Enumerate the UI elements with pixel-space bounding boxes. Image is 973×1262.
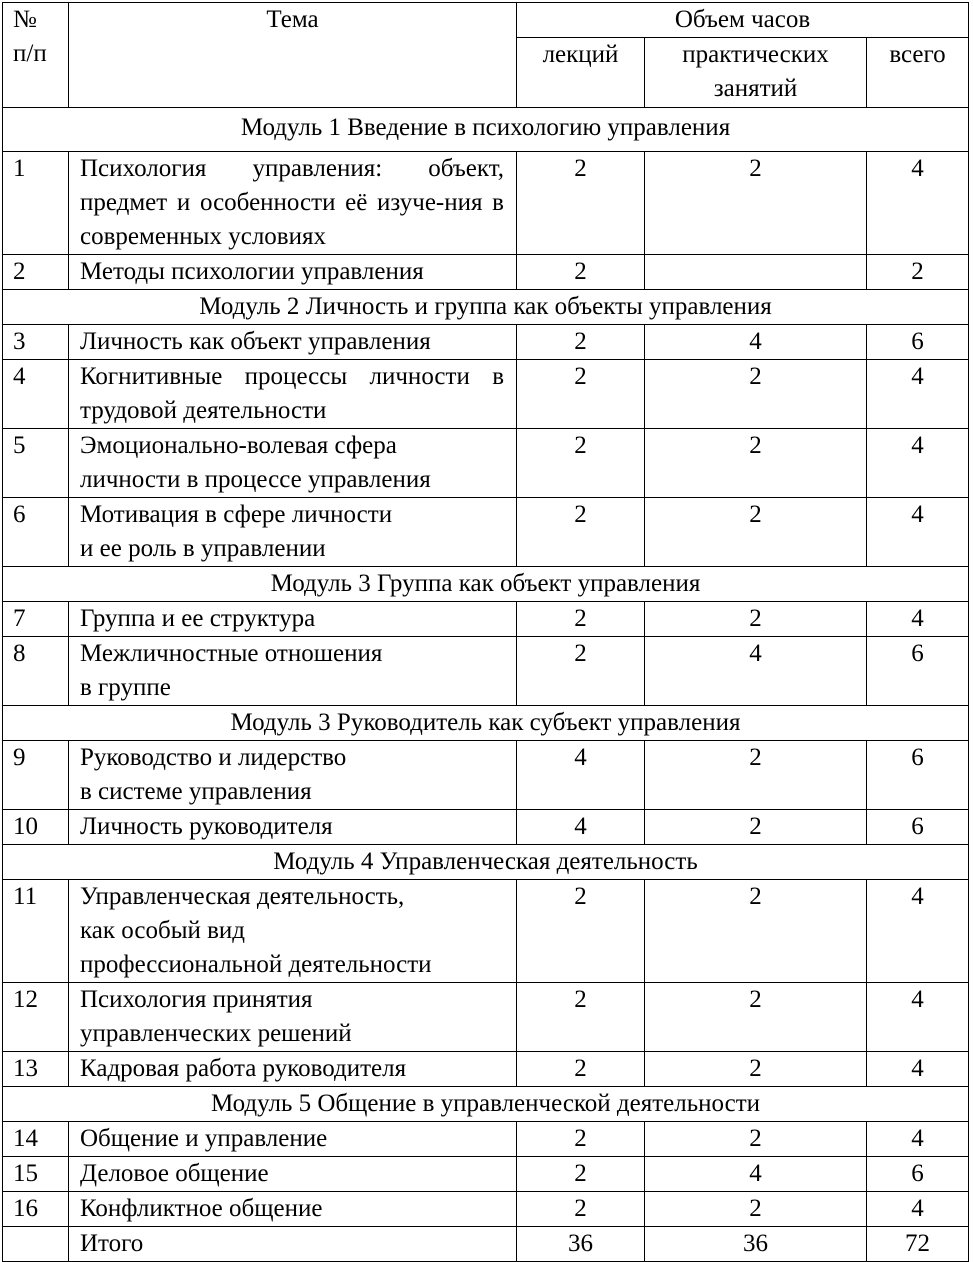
module-title: Модуль 1 Введение в психологию управления (3, 108, 969, 152)
row-practical: 2 (645, 1052, 867, 1087)
row-topic: Межличностные отношения в группе (69, 637, 517, 706)
table-row (3, 360, 969, 429)
table-row (3, 1157, 969, 1192)
table-row (3, 880, 969, 983)
row-lectures: 2 (517, 429, 645, 498)
table-row (3, 152, 969, 255)
topic-header: Тема (69, 3, 517, 108)
row-total: 6 (867, 810, 969, 845)
module-row (3, 290, 969, 325)
table-row (3, 810, 969, 845)
module-title: Модуль 4 Управленческая деятельность (3, 845, 969, 880)
study-plan-table (2, 2, 969, 1262)
table-row (3, 498, 969, 567)
row-number: 8 (3, 637, 69, 706)
row-number: 3 (3, 325, 69, 360)
row-practical: 2 (645, 429, 867, 498)
table-row (3, 1122, 969, 1157)
totals-label: Итого (69, 1227, 517, 1262)
hours-header: Объем часов (517, 3, 969, 38)
row-number: 5 (3, 429, 69, 498)
table-row (3, 429, 969, 498)
row-topic: Личность как объект управления (69, 325, 517, 360)
row-lectures: 2 (517, 1157, 645, 1192)
row-lectures: 2 (517, 983, 645, 1052)
row-number: 14 (3, 1122, 69, 1157)
row-number: 10 (3, 810, 69, 845)
row-total: 6 (867, 741, 969, 810)
row-total: 6 (867, 637, 969, 706)
row-practical: 2 (645, 741, 867, 810)
totals-practical: 36 (645, 1227, 867, 1262)
totals-total: 72 (867, 1227, 969, 1262)
module-title: Модуль 2 Личность и группа как объекты управления (3, 290, 969, 325)
row-topic: Эмоционально-волевая сфера личности в процессе управления (69, 429, 517, 498)
module-row (3, 1087, 969, 1122)
row-topic: Общение и управление (69, 1122, 517, 1157)
row-total: 4 (867, 602, 969, 637)
row-practical: 2 (645, 360, 867, 429)
row-lectures: 2 (517, 325, 645, 360)
module-title: Модуль 3 Руководитель как субъект управления (3, 706, 969, 741)
total-header: всего (867, 38, 969, 108)
row-lectures: 2 (517, 1052, 645, 1087)
module-row (3, 108, 969, 152)
table-row (3, 983, 969, 1052)
row-practical: 4 (645, 637, 867, 706)
table-row (3, 1192, 969, 1227)
row-number: 4 (3, 360, 69, 429)
row-total: 6 (867, 325, 969, 360)
row-practical: 2 (645, 880, 867, 983)
row-topic: Когнитивные процессы личности в трудовой деятельности (69, 360, 517, 429)
row-total: 4 (867, 1122, 969, 1157)
row-lectures: 2 (517, 1192, 645, 1227)
row-practical: 2 (645, 983, 867, 1052)
practical-header: практических занятий (645, 38, 867, 108)
row-practical: 2 (645, 602, 867, 637)
lectures-header: лекций (517, 38, 645, 108)
row-lectures: 2 (517, 880, 645, 983)
table-row (3, 255, 969, 290)
row-number: 2 (3, 255, 69, 290)
module-title: Модуль 3 Группа как объект управления (3, 567, 969, 602)
row-practical: 2 (645, 810, 867, 845)
row-topic: Методы психологии управления (69, 255, 517, 290)
row-lectures: 2 (517, 498, 645, 567)
header-row (3, 3, 969, 38)
row-number: 7 (3, 602, 69, 637)
table-row (3, 602, 969, 637)
row-topic: Управленческая деятельность, как особый вид профессиональной деятельности (69, 880, 517, 983)
table-row (3, 637, 969, 706)
row-total: 4 (867, 429, 969, 498)
row-lectures: 4 (517, 741, 645, 810)
row-topic: Руководство и лидерство в системе управления (69, 741, 517, 810)
row-topic: Личность руководителя (69, 810, 517, 845)
row-topic: Кадровая работа руководителя (69, 1052, 517, 1087)
row-practical: 2 (645, 498, 867, 567)
row-number: 16 (3, 1192, 69, 1227)
row-total: 4 (867, 983, 969, 1052)
row-topic: Группа и ее структура (69, 602, 517, 637)
row-practical: 4 (645, 1157, 867, 1192)
row-practical: 2 (645, 1122, 867, 1157)
totals-lectures: 36 (517, 1227, 645, 1262)
row-lectures: 2 (517, 360, 645, 429)
row-lectures: 2 (517, 152, 645, 255)
totals-num-cell (3, 1227, 69, 1262)
row-number: 12 (3, 983, 69, 1052)
module-row (3, 706, 969, 741)
row-total: 4 (867, 498, 969, 567)
row-practical: 2 (645, 152, 867, 255)
row-number: 15 (3, 1157, 69, 1192)
row-total: 4 (867, 152, 969, 255)
row-lectures: 2 (517, 602, 645, 637)
row-number: 6 (3, 498, 69, 567)
row-number: 11 (3, 880, 69, 983)
row-lectures: 4 (517, 810, 645, 845)
table-row (3, 325, 969, 360)
row-total: 2 (867, 255, 969, 290)
row-total: 4 (867, 1052, 969, 1087)
module-row (3, 567, 969, 602)
table-row (3, 1052, 969, 1087)
row-topic: Деловое общение (69, 1157, 517, 1192)
row-lectures: 2 (517, 255, 645, 290)
num-header: № п/п (3, 3, 69, 108)
row-number: 13 (3, 1052, 69, 1087)
row-practical: 2 (645, 1192, 867, 1227)
row-topic: Мотивация в сфере личности и ее роль в управлении (69, 498, 517, 567)
row-topic: Психология принятия управленческих решений (69, 983, 517, 1052)
row-number: 1 (3, 152, 69, 255)
row-practical (645, 255, 867, 290)
row-lectures: 2 (517, 1122, 645, 1157)
table-row (3, 741, 969, 810)
module-title: Модуль 5 Общение в управленческой деятельности (3, 1087, 969, 1122)
row-total: 4 (867, 880, 969, 983)
totals-row (3, 1227, 969, 1262)
row-topic: Психология управления: объект, предмет и особенности её изуче-ния в современных условиях (69, 152, 517, 255)
row-topic: Конфликтное общение (69, 1192, 517, 1227)
row-practical: 4 (645, 325, 867, 360)
row-number: 9 (3, 741, 69, 810)
module-row (3, 845, 969, 880)
row-total: 4 (867, 360, 969, 429)
row-total: 6 (867, 1157, 969, 1192)
row-total: 4 (867, 1192, 969, 1227)
row-lectures: 2 (517, 637, 645, 706)
